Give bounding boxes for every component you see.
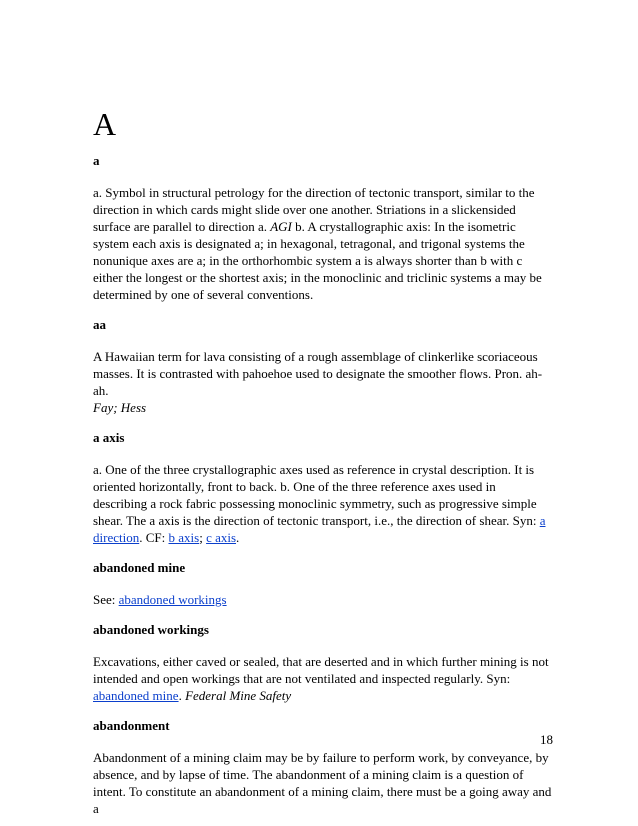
section-letter: A — [93, 106, 117, 142]
cross-reference-link[interactable]: c axis — [206, 530, 237, 545]
term-definition: a. Symbol in structural petrology for the direction of tectonic transport, similar to the direction in which cards might slide over one another. Striations in a slickensided surface are parallel to direction a. AGI b. A crystallographic axis: In the isometric system each axis is designated a; in hexagonal, tetragonal, and trigonal systems the nonunique axes are a; in the orthorhombic system a is always shorter than b with c either the longest or the shortest axis; in the monoclinic and triclinic systems a may be determined by one of several conventions. — [93, 185, 542, 302]
term-heading: a axis — [93, 430, 125, 445]
cross-reference-link[interactable]: abandoned mine — [93, 688, 179, 703]
term-definition: A Hawaiian term for lava consisting of a rough assemblage of clinkerlike scoriaceous masses. It is contrasted with pahoehoe used to designate the smoother flows. Pron. ah-ah. Fay; Hess — [93, 349, 543, 415]
term-heading: aa — [93, 317, 106, 332]
source-citation: Fay; Hess — [93, 400, 147, 415]
source-citation: Federal Mine Safety — [185, 688, 292, 703]
term-heading: a — [93, 153, 100, 168]
term-definition: See: abandoned workings — [93, 592, 227, 607]
term-definition: a. One of the three crystallographic axes used as reference in crystal description. It is oriented horizontally, front to back. b. One of the three reference axes used in describing a rock fabric possessing monoclinic symmetry, such as progressive simple shear. The a axis is the direction of tectonic transport, i.e., the direction of shear. Syn: a direction. CF: b axis; c axis. — [93, 462, 546, 545]
term-heading: abandonment — [93, 718, 170, 733]
term-definition: Abandonment of a mining claim may be by failure to perform work, by conveyance, by absence, and by lapse of time. The abandonment of a mining claim is a question of intent. To constitute an abandonment of a mining claim, there must be a going away and a — [93, 750, 552, 816]
glossary-content — [93, 104, 553, 817]
page-number: 18 — [540, 732, 553, 747]
term-heading: abandoned mine — [93, 560, 186, 575]
term-heading: abandoned workings — [93, 622, 209, 637]
cross-reference-link[interactable]: abandoned workings — [118, 592, 227, 607]
cross-reference-link[interactable]: a direction — [93, 513, 546, 545]
source-citation: AGI — [270, 219, 292, 234]
cross-reference-link[interactable]: b axis — [168, 530, 200, 545]
term-definition: Excavations, either caved or sealed, that are deserted and in which further mining is not intended and open workings that are not ventilated and inspected regularly. Syn: abandoned mine. Federal Mine Safety — [93, 654, 549, 703]
